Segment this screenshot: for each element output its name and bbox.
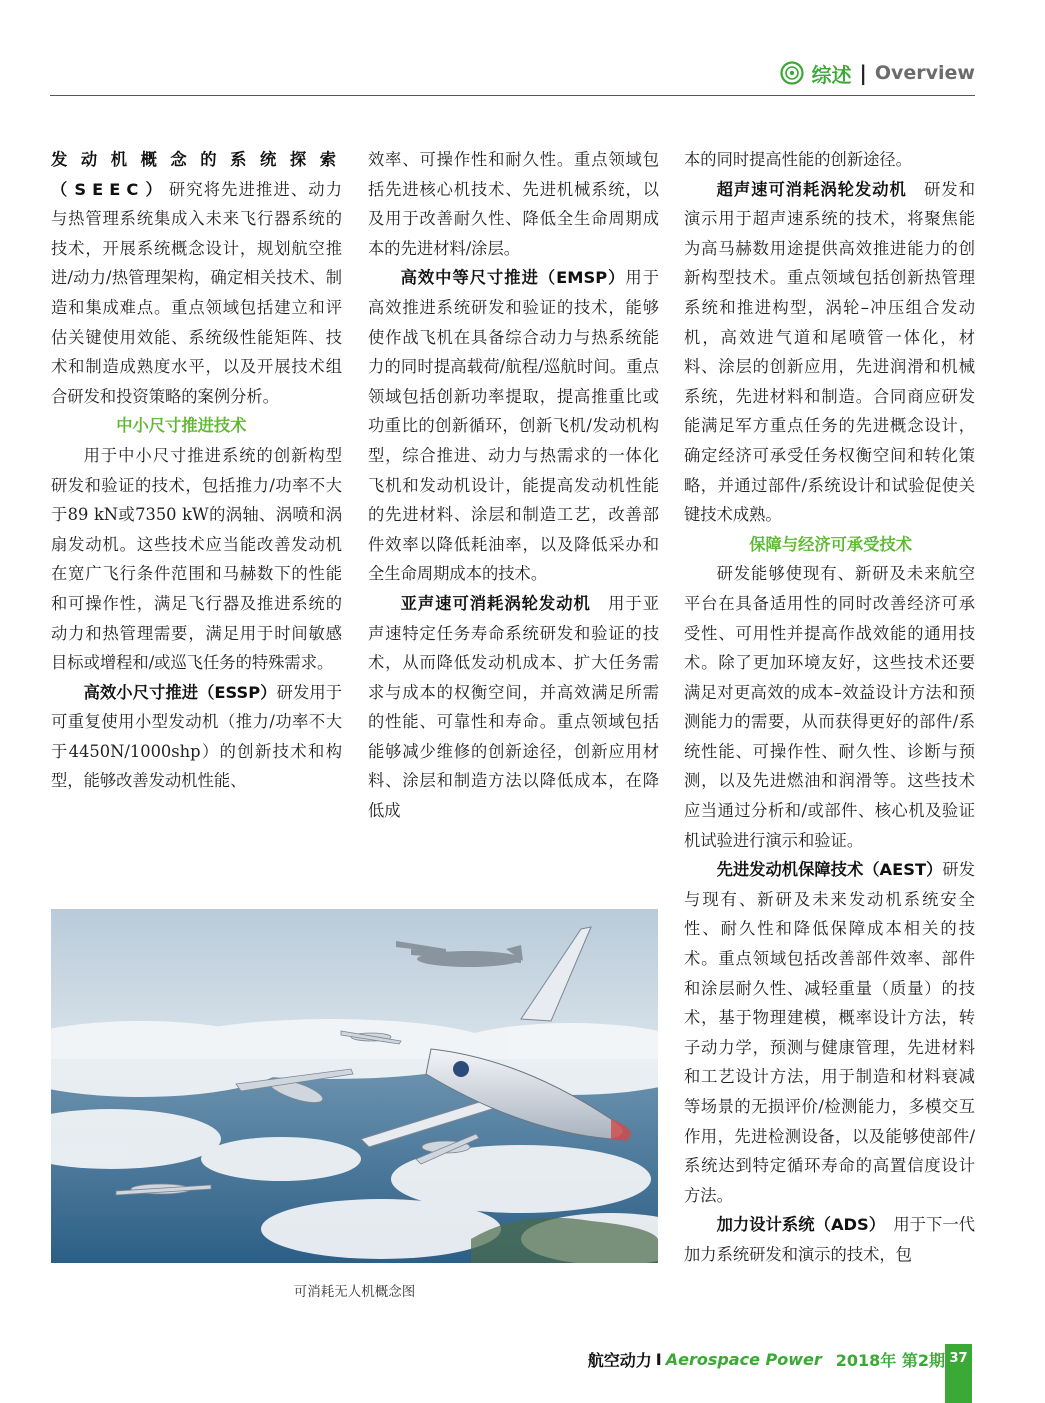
term-essp: 高效小尺寸推进（ESSP） [83,682,277,702]
figure-expendable-uav-concept [51,909,658,1263]
uav-concept-illustration [51,909,658,1263]
paragraph-continued: 本的同时提高性能的创新途径。 [684,150,912,169]
paragraph-aest [684,855,975,1210]
page-footer [588,1345,945,1373]
journal-logo-icon [780,61,804,85]
term-emsp: 高效中等尺寸推进（EMSP） [400,268,626,288]
paragraph-seec [51,145,342,411]
term-supersonic-expendable: 超声速可消耗涡轮发动机 [716,179,907,199]
paragraph-text: 研发和演示用于超声速系统的技术，将聚焦能为高马赫数用途提供高效推进能力的创新构型技术。重点领域包括创新热管理系统和推进构型，涡轮–冲压组合发动机，高效进气道和尾喷管一体化，材料、涂层的创新应用，先进润滑和机械系统，先进材料和制造。合同商应研发能满足军方重点任务的先进概念设计，确定经济可承受任务权衡空间和转化策略，并通过部件/系统设计和试验促使关键技术成熟。 [684,179,975,525]
term-ads: 加力设计系统（ADS） [716,1215,878,1235]
term-seec: 发动机概念的系统探索（SEEC） [51,150,342,199]
section-header [780,58,975,88]
journal-name-cn: 航空动力 [587,1350,652,1370]
column-3 [684,145,975,1270]
section-title-en: Overview [874,62,975,84]
figure-caption: 可消耗无人机概念图 [293,1284,416,1300]
paragraph-sustainment-affordability: 研发能够使现有、新研及未来航空平台在具备适用性的同时改善经济可承受性、可用性并提高作战效能的通用技术。除了更加环境友好，这些技术还要满足对更高效的成本–效益设计方法和预测能力的需要，从而获得更好的部件/系统性能、可操作性、耐久性、诊断与预测，以及先进燃油和润滑等。这些技术应当通过分析和/或部件、核心机及验证机试验进行演示和验证。 [684,564,975,850]
paragraph-text: 研究将先进推进、动力与热管理系统集成入未来飞行器系统的技术，开展系统概念设计，规划航空推进/动力/热管理架构，确定相关技术、制造和集成难点。重点领域包括建立和评估关键使用效能、系统级性能矩阵、技术和制造成熟度水平，以及开展技术组合研发和投资策略的案例分析。 [51,179,342,406]
subheading-small-medium-propulsion: 中小尺寸推进技术 [116,416,247,436]
paragraph-text: 用于下一代加力系统研发和演示的技术，包 [684,1215,975,1264]
section-title-cn: 综述 [811,62,852,87]
paragraph-essp [51,678,342,796]
subheading-sustainment-affordability: 保障与经济可承受技术 [749,534,913,554]
term-subsonic-expendable: 亚声速可消耗涡轮发动机 [400,593,591,613]
paragraph-text: 用于亚声速特定任务寿命系统研发和验证的技术，从而降低发动机成本、扩大任务需求与成本的权衡空间，并高效满足所需的性能、可靠性和寿命。重点领域包括能够减少维修的创新途径，创新应用材料、涂层和制造方法以降低成本，在降低成 [368,593,659,821]
paragraph-continued: 效率、可操作性和耐久性。重点领域包括先进核心机技术、先进机械系统，以及用于改善耐久性、降低全生命周期成本的先进材料/涂层。 [368,150,659,258]
issue-number: 2018年 第2期 [835,1350,945,1370]
paragraph-text: 用于高效推进系统研发和验证的技术，能够使作战飞机在具备综合动力与热系统能力的同时提高载荷/航程/巡航时间。重点领域包括创新功率提取，提高推重比或功重比的创新循环，创新飞机/发动机构型，综合推进、动力与热需求的一体化飞机和发动机设计，能提高发动机性能的先进材料、涂层和制造工艺，改善部件效率以降低耗油率，以及降低采办和全生命周期成本的技术。 [368,268,659,584]
paragraph-small-medium-propulsion: 用于中小尺寸推进系统的创新构型研发和验证的技术，包括推力/功率不大于89 kN或7350 kW的涡轴、涡喷和涡扇发动机。这些技术应当能改善发动机在宽广飞行条件范围和马赫数下的性能和可操作性，满足飞行器及推进系统的动力和热管理需要，满足用于时间敏感目标或增程和/或巡飞任务的特殊需求。 [51,445,342,673]
paragraph-ads [684,1210,975,1269]
header-rule [50,95,975,96]
header-separator: | [859,61,867,85]
paragraph-text: 研发与现有、新研及未来发动机系统安全性、耐久性和降低保障成本相关的技术。重点领域包括改善部件效率、部件和涂层耐久性、减轻重量（质量）的技术，基于物理建模，概率设计方法，转子动力学，预测与健康管理，先进材料和工艺设计方法，用于制造和材料衰减等场景的无损评价/检测能力，多模交互作用，先进检测设备，以及能够使部件/系统达到特定循环寿命的高置信度设计方法。 [684,860,975,1205]
paragraph-subsonic-expendable [368,589,659,826]
column-2 [368,145,659,826]
page-number: 37 [945,1344,972,1403]
footer-separator: I [655,1349,662,1369]
journal-name-en: Aerospace Power [665,1349,822,1369]
paragraph-supersonic-expendable [684,175,975,530]
term-aest: 先进发动机保障技术（AEST） [716,860,943,880]
paragraph-emsp [368,263,659,589]
column-1 [51,145,342,796]
paragraph-text: 研发用于可重复使用小型发动机（推力/功率不大于4450N/1000shp）的创新技术和构型，能够改善发动机性能、 [51,682,342,791]
